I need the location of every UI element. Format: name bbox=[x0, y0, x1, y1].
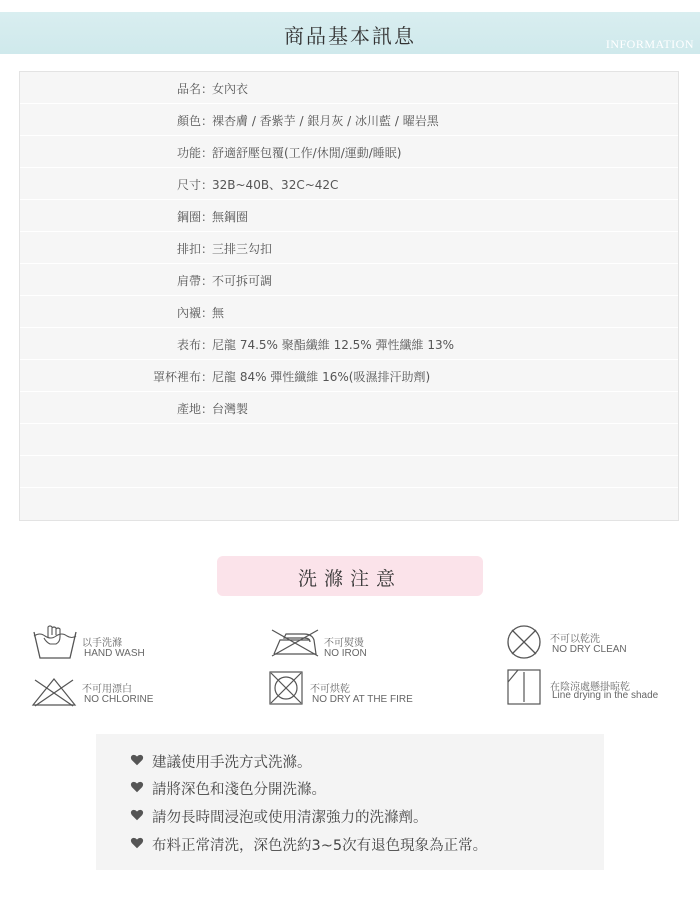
spec-label: 表布 bbox=[176, 338, 201, 352]
care-label-en: NO IRON bbox=[324, 648, 367, 659]
section-header-band bbox=[0, 12, 700, 54]
spec-colon: ： bbox=[201, 82, 214, 96]
spec-label: 鋼圈 bbox=[176, 210, 201, 224]
note-text: 布料正常清洗，深色洗約3~5次有退色現象為正常。 bbox=[152, 838, 488, 854]
spec-colon: ： bbox=[201, 146, 214, 160]
heart-icon bbox=[130, 753, 144, 767]
spec-colon: ： bbox=[201, 306, 214, 320]
wash-notes-panel bbox=[96, 734, 604, 870]
spec-row bbox=[20, 296, 678, 328]
spec-value: 尼龍 84% 彈性纖維 16%(吸濕排汗助劑) bbox=[212, 370, 431, 384]
spec-row bbox=[20, 168, 678, 200]
spec-row-empty bbox=[20, 424, 678, 456]
section-title: 商品基本訊息 bbox=[284, 24, 416, 48]
no-dry-clean-icon bbox=[506, 624, 544, 662]
spec-value: 裸杏膚 / 香紫芋 / 銀月灰 / 冰川藍 / 曜岩黑 bbox=[212, 114, 439, 128]
no-bleach-icon bbox=[30, 676, 78, 708]
spec-value: 無 bbox=[212, 306, 225, 320]
spec-row-empty bbox=[20, 456, 678, 488]
spec-row bbox=[20, 136, 678, 168]
note-text: 請將深色和淺色分開洗滌。 bbox=[152, 782, 326, 798]
spec-label: 肩帶 bbox=[176, 274, 201, 288]
spec-row-empty bbox=[20, 488, 678, 520]
care-label-zh: 不可以乾洗 bbox=[550, 634, 600, 645]
spec-row bbox=[20, 72, 678, 104]
spec-colon: ： bbox=[201, 402, 214, 416]
spec-label: 顏色 bbox=[176, 114, 201, 128]
spec-colon: ： bbox=[201, 274, 214, 288]
care-label-zh: 不可烘乾 bbox=[310, 684, 350, 695]
care-label-en: NO CHLORINE bbox=[84, 694, 154, 705]
spec-value: 舒適舒壓包覆(工作/休閒/運動/睡眠) bbox=[212, 146, 402, 160]
spec-row bbox=[20, 104, 678, 136]
spec-row bbox=[20, 200, 678, 232]
spec-colon: ： bbox=[201, 242, 214, 256]
spec-colon: ： bbox=[201, 114, 214, 128]
spec-label: 功能 bbox=[176, 146, 201, 160]
spec-value: 不可拆可調 bbox=[212, 274, 273, 288]
care-label-zh: 以手洗滌 bbox=[82, 638, 122, 649]
spec-value: 無鋼圈 bbox=[212, 210, 249, 224]
wash-section-header bbox=[217, 556, 483, 596]
spec-value: 尼龍 74.5% 聚酯纖維 12.5% 彈性纖維 13% bbox=[212, 338, 454, 352]
spec-colon: ： bbox=[201, 338, 214, 352]
no-iron-icon bbox=[268, 628, 322, 658]
spec-row bbox=[20, 232, 678, 264]
line-dry-shade-icon bbox=[506, 668, 542, 706]
no-tumble-dry-icon bbox=[268, 670, 304, 706]
spec-label: 品名 bbox=[176, 82, 201, 96]
spec-colon: ： bbox=[201, 178, 214, 192]
heart-icon bbox=[130, 808, 144, 822]
spec-label: 罩杯裡布 bbox=[152, 370, 201, 384]
wash-section-title: 洗滌注意 bbox=[297, 568, 402, 590]
hand-wash-icon bbox=[32, 624, 78, 660]
section-subtitle: INFORMATION bbox=[605, 37, 694, 51]
heart-icon bbox=[130, 836, 144, 850]
care-label-en: Line drying in the shade bbox=[552, 690, 659, 701]
care-label-zh: 不可熨燙 bbox=[324, 638, 364, 649]
note-text: 請勿長時間浸泡或使用清潔強力的洗滌劑。 bbox=[152, 810, 428, 826]
spec-row bbox=[20, 328, 678, 360]
care-label-zh: 在陰涼處懸掛晾乾 bbox=[550, 682, 630, 693]
spec-value: 女內衣 bbox=[212, 82, 249, 96]
spec-label: 內襯 bbox=[176, 306, 201, 320]
spec-row bbox=[20, 360, 678, 392]
product-spec-table bbox=[19, 71, 679, 521]
care-label-zh: 不可用漂白 bbox=[82, 684, 132, 695]
spec-row bbox=[20, 264, 678, 296]
spec-label: 排扣 bbox=[176, 242, 201, 256]
note-text: 建議使用手洗方式洗滌。 bbox=[152, 755, 312, 771]
care-label-en: HAND WASH bbox=[84, 648, 145, 659]
spec-value: 三排三勾扣 bbox=[212, 242, 273, 256]
spec-value: 32B~40B、32C~42C bbox=[212, 178, 339, 192]
spec-label: 尺寸 bbox=[176, 178, 201, 192]
spec-colon: ： bbox=[201, 210, 214, 224]
heart-icon bbox=[130, 780, 144, 794]
spec-colon: ： bbox=[201, 370, 214, 384]
care-label-en: NO DRY AT THE FIRE bbox=[312, 694, 413, 705]
spec-row bbox=[20, 392, 678, 424]
spec-label: 產地 bbox=[176, 402, 201, 416]
spec-value: 台灣製 bbox=[212, 402, 249, 416]
care-label-en: NO DRY CLEAN bbox=[552, 644, 627, 655]
